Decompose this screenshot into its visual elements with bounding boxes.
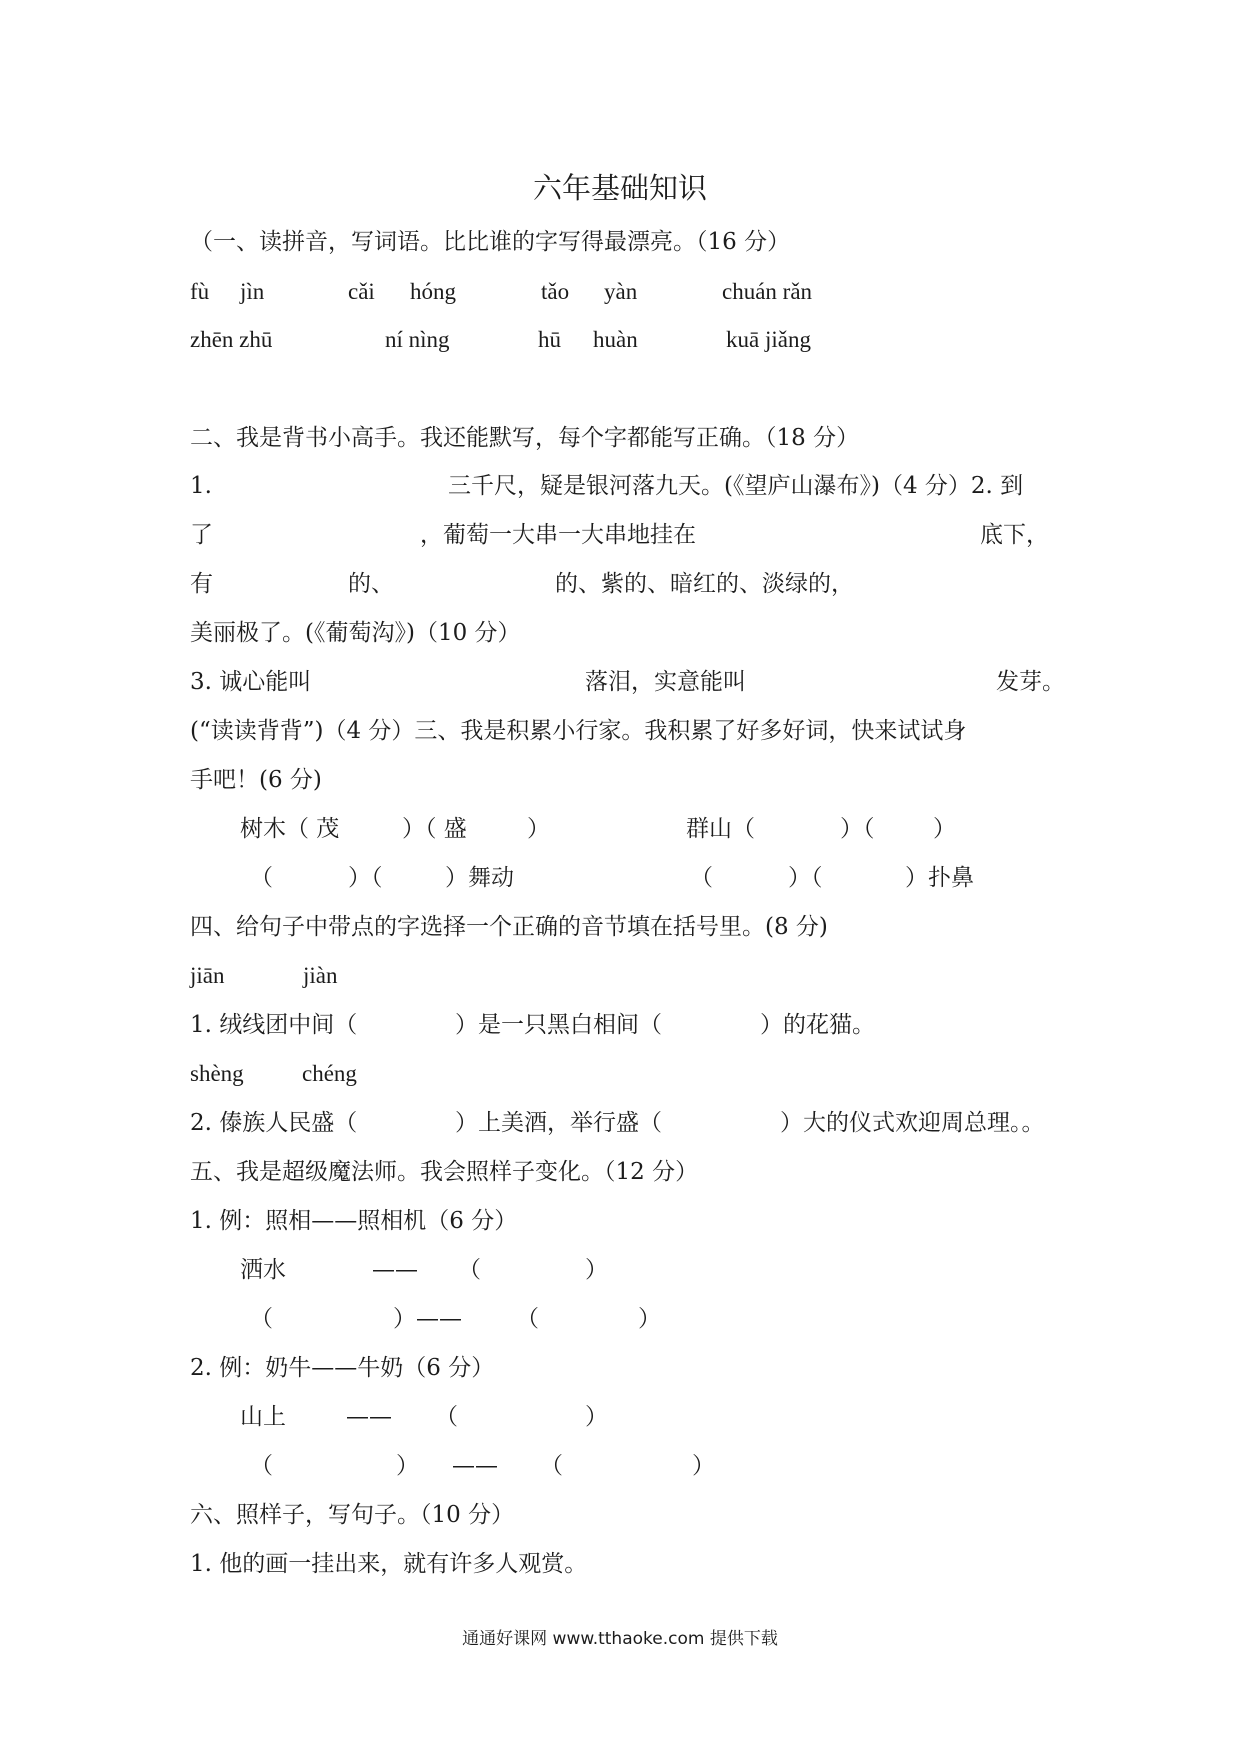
section-4-heading: 四、给句子中带点的字选择一个正确的音节填在括号里。(8 分)	[190, 914, 828, 940]
word-fill: ）	[527, 816, 550, 842]
page-title: 六年基础知识	[532, 171, 707, 205]
section-2-heading: 二、我是背书小高手。我还能默写，每个字都能写正确。（18 分）	[190, 425, 860, 451]
word-fill: ）（	[840, 816, 875, 842]
paren: ）	[638, 1306, 661, 1332]
word-fill: 群山（	[686, 816, 755, 842]
paren: （	[250, 1306, 273, 1332]
fill-text: 底下，	[980, 522, 1049, 548]
pinyin-item: ní nìng	[385, 327, 450, 352]
word: 山上	[240, 1404, 286, 1430]
word-fill: ）（ 盛	[402, 816, 467, 842]
poem-line-text: 三千尺，疑是银河落九天。(《望庐山瀑布》)（4 分）2. 到	[448, 473, 1024, 499]
paren: （	[516, 1306, 539, 1332]
fill-text: ）的花猫。	[760, 1012, 875, 1038]
word-fill: ）扑鼻	[905, 865, 974, 891]
sentence-example: 1. 他的画一挂出来，就有许多人观赏。	[190, 1551, 588, 1577]
fill-text: 的、紫的、暗红的、淡绿的，	[555, 571, 854, 597]
fill-text: 2. 傣族人民盛（	[190, 1110, 358, 1136]
fill-text: 的、	[348, 571, 394, 597]
pinyin-option: jiàn	[303, 963, 338, 988]
fill-text: 1. 绒线团中间（	[190, 1012, 358, 1038]
section-6-heading: 六、照样子，写句子。（10 分）	[190, 1502, 515, 1528]
pinyin-item: yàn	[604, 279, 638, 304]
paren: （	[250, 1453, 273, 1479]
dash: ——	[452, 1453, 498, 1479]
paren: ）	[396, 1453, 419, 1479]
pinyin-option: shèng	[190, 1061, 244, 1086]
pinyin-item: kuā jiǎng	[726, 327, 811, 352]
pinyin-item: cǎi	[348, 279, 375, 304]
paren: ）	[585, 1257, 608, 1283]
dash: ——	[346, 1404, 392, 1430]
example-2: 2. 例：奶牛——牛奶（6 分）	[190, 1355, 495, 1381]
paren: ）——	[393, 1306, 462, 1332]
fill-text: 有	[190, 571, 213, 597]
question-number: 1.	[190, 473, 212, 499]
pinyin-option: jiān	[190, 963, 225, 988]
paren: （	[540, 1453, 563, 1479]
word-fill: 树木（ 茂	[240, 816, 340, 842]
dash: ——	[372, 1257, 418, 1283]
section-1-heading: （一、读拼音，写词语。比比谁的字写得最漂亮。（16 分）	[190, 229, 791, 255]
fill-text: ，葡萄一大串一大串地挂在	[420, 522, 696, 548]
pinyin-item: chuán rǎn	[722, 279, 813, 304]
word-fill: ）	[933, 816, 956, 842]
fill-text: 手吧！(6 分)	[190, 767, 322, 793]
pinyin-item: jìn	[240, 279, 265, 304]
fill-text: ）大的仪式欢迎周总理。。	[780, 1110, 1045, 1136]
word-fill: （	[690, 865, 713, 891]
fill-text: 了	[190, 522, 213, 548]
pinyin-item: zhēn zhū	[190, 327, 273, 352]
pinyin-item: fù	[190, 279, 210, 304]
fill-text: ）上美酒，举行盛（	[455, 1110, 662, 1136]
pinyin-option: chéng	[302, 1061, 357, 1086]
pinyin-item: huàn	[593, 327, 638, 352]
fill-text: 发芽。	[996, 669, 1065, 695]
paren: （	[435, 1404, 458, 1430]
fill-text: ）是一只黑白相间（	[455, 1012, 662, 1038]
word-fill: （	[250, 865, 273, 891]
paren: ）	[585, 1404, 608, 1430]
word-fill: ）（	[348, 865, 383, 891]
example-1: 1. 例：照相——照相机（6 分）	[190, 1208, 518, 1234]
fill-text: (“读读背背”)（4 分）三、我是积累小行家。我积累了好多好词，快来试试身	[190, 718, 967, 744]
word: 洒水	[240, 1257, 286, 1283]
paren: ）	[692, 1453, 715, 1479]
paren: （	[458, 1257, 481, 1283]
fill-text: 落泪，实意能叫	[585, 669, 746, 695]
fill-text: 美丽极了。(《葡萄沟》)（10 分）	[190, 620, 521, 646]
pinyin-item: tǎo	[541, 279, 570, 304]
page-footer: 通通好课网 www.tthaoke.com 提供下载	[462, 1629, 778, 1649]
section-5-heading: 五、我是超级魔法师。我会照样子变化。（12 分）	[190, 1159, 699, 1185]
word-fill: ）（	[788, 865, 823, 891]
pinyin-item: hóng	[410, 279, 456, 304]
pinyin-item: hū	[538, 327, 561, 352]
fill-text: 3. 诚心能叫	[190, 669, 312, 695]
word-fill: ）舞动	[445, 865, 514, 891]
